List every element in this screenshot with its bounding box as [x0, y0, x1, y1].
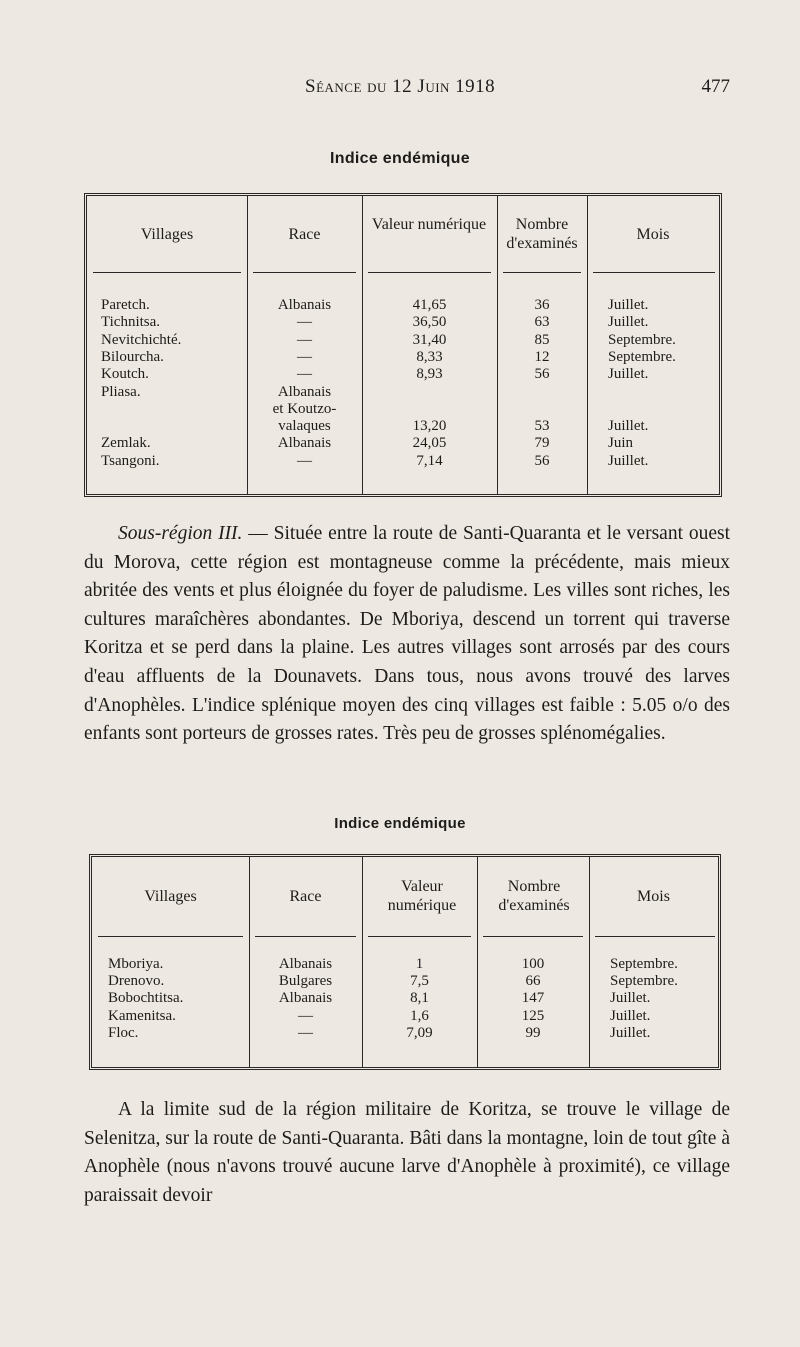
column-header-nombre: Nombre d'examinés — [506, 216, 578, 252]
table-cell-race: — — [297, 452, 312, 469]
table-cell-mois: Juillet. — [608, 452, 649, 469]
table-cell-mois: Juillet. — [608, 366, 649, 383]
header-rule — [593, 272, 715, 273]
table-cell-race: Bulgares — [278, 973, 333, 990]
column-header-nombre: Nombre d'examinés — [498, 878, 570, 914]
table-cell-race: — — [298, 1007, 313, 1024]
header-rule — [93, 272, 241, 273]
column-header-valeur: Valeur numérique — [371, 216, 487, 233]
table-cell-village: Kamenitsa. — [108, 1007, 176, 1024]
paragraph-selenitza — [84, 1096, 730, 1210]
header-rule — [368, 272, 491, 273]
column-header-race: Race — [289, 888, 322, 905]
table-cell-valeur: 1,6 — [410, 1007, 429, 1024]
column-header-mois: Mois — [636, 226, 670, 243]
endemic-index-table-1 — [84, 193, 722, 497]
table-cell-race: — — [297, 348, 312, 365]
table-cell-valeur: 41,65 — [412, 297, 447, 313]
table-cell-valeur: 1 — [415, 956, 424, 972]
endemic-index-table-2 — [89, 854, 721, 1070]
header-rule — [368, 936, 471, 937]
table-cell-mois: Septembre. — [610, 956, 678, 972]
table-cell-valeur: 36,50 — [412, 314, 447, 331]
table-cell-village: Floc. — [108, 1024, 139, 1041]
table-cell-mois: Juillet. — [610, 1007, 651, 1024]
table-cell-village: Zemlak. — [101, 435, 151, 452]
table-cell-nombre: 125 — [521, 1007, 545, 1024]
table-cell-valeur: 8,93 — [416, 366, 443, 383]
header-rule — [595, 936, 715, 937]
table-cell-village: Mboriya. — [108, 956, 164, 972]
page-number: 477 — [701, 76, 730, 97]
table-cell-valeur: 7,09 — [406, 1024, 433, 1041]
table-cell-valeur: 24,05 — [412, 435, 447, 452]
column-header-valeur: Valeur numérique — [387, 878, 457, 914]
table-cell-race: Albanais — [277, 435, 332, 452]
table-cell-mois: Juillet. — [608, 297, 649, 313]
section-lead: Sous-région III. — [118, 523, 243, 544]
table-cell-valeur: 8,1 — [410, 990, 429, 1007]
table-cell-valeur: 31,40 — [412, 331, 447, 348]
table-cell-village: Bobochtitsa. — [108, 990, 184, 1007]
table-cell-mois: Juillet. — [610, 1024, 651, 1041]
table-cell-nombre: 63 — [534, 314, 550, 331]
table-cell-mois: Septembre. — [610, 973, 678, 990]
table-cell-race: valaques — [278, 418, 331, 435]
table-cell-nombre: 66 — [525, 973, 541, 990]
header-rule — [255, 936, 356, 937]
table-cell-nombre: 79 — [534, 435, 550, 452]
column-header-villages: Villages — [140, 226, 194, 243]
table-cell-valeur: 13,20 — [412, 418, 447, 435]
table-cell-nombre: 147 — [521, 990, 545, 1007]
table-cell-race: — — [298, 1024, 313, 1041]
column-header-race: Race — [288, 226, 321, 243]
column-header-mois: Mois — [637, 888, 670, 905]
header-rule — [503, 272, 581, 273]
table-cell-nombre: 85 — [534, 331, 550, 348]
table-cell-village: Bilourcha. — [101, 348, 164, 365]
table-cell-mois: Juillet. — [608, 314, 649, 331]
table-cell-village: Drenovo. — [108, 973, 165, 990]
page-header — [90, 76, 730, 104]
table-cell-mois: Septembre. — [608, 331, 676, 348]
table-cell-nombre: 53 — [534, 418, 550, 435]
table2-title: Indice endémique — [334, 815, 466, 832]
paragraph-text: A la limite sud de la région militaire de Koritza, se trouve le village de Selenitza, sur la route de Santi-Quaranta. Bâti dans la montagne, loin de tout gîte à Anophèle (nous n'avons trouvé aucune larve d'Anophèle à proximité), ce village paraissait devoir — [84, 1099, 730, 1206]
table-cell-valeur: 7,14 — [416, 452, 443, 469]
table-cell-valeur: 7,5 — [410, 973, 429, 990]
table-cell-mois: Juillet. — [610, 990, 651, 1007]
table-cell-nombre: 56 — [534, 366, 550, 383]
table-cell-mois: Septembre. — [608, 348, 676, 365]
running-title: Séance du 12 Juin 1918 — [305, 76, 496, 97]
table-cell-race: Albanais — [277, 383, 332, 400]
paragraph-text: — Située entre la route de Santi-Quaranta et le versant ouest du Morova, cette région est montagneuse comme la précédente, mais mieux abritée des vents et plus éloignée du foyer de paludisme. Les villes sont riches, les cultures maraîchères abondantes. De Mboriya, descend un torrent qui traverse Koritza et se perd dans la plaine. Les autres villages sont arrosés par des cours d'eau affluents de la Dounavets. Dans tous, nous avons trouvé des larves d'Anophèles. L'indice splénique moyen des cinq villages est faible : 5.05 o/o des enfants sont porteurs de grosses rates. Très peu de grosses splénomégalies. — [84, 523, 730, 745]
table-cell-race: Albanais — [278, 990, 333, 1007]
table-cell-mois: Juin — [608, 435, 634, 452]
table-cell-race: — — [297, 366, 312, 383]
table-cell-village: Tichnitsa. — [101, 314, 161, 331]
table-cell-race: Albanais — [277, 297, 332, 313]
table-cell-mois: Juillet. — [608, 418, 649, 435]
table-cell-race: et Koutzo- — [272, 400, 337, 417]
table-cell-village: Paretch. — [101, 297, 150, 313]
table-cell-village: Pliasa. — [101, 383, 141, 400]
table-cell-nombre: 36 — [534, 297, 550, 313]
table-cell-race: — — [297, 314, 312, 331]
table-cell-village: Nevitchichté. — [101, 331, 182, 348]
table-cell-nombre: 12 — [534, 348, 550, 365]
header-rule — [253, 272, 356, 273]
table-cell-village: Koutch. — [101, 366, 149, 383]
table-cell-valeur: 8,33 — [416, 348, 443, 365]
table-cell-nombre: 56 — [534, 452, 550, 469]
table-cell-race: Albanais — [278, 956, 333, 972]
table-cell-nombre: 100 — [521, 956, 545, 972]
table-cell-race: — — [297, 331, 312, 348]
table1-title: Indice endémique — [330, 150, 470, 167]
column-header-villages: Villages — [144, 888, 197, 905]
table-cell-village: Tsangoni. — [101, 452, 160, 469]
paragraph-sous-region-iii — [84, 520, 730, 749]
header-rule — [98, 936, 243, 937]
table-cell-nombre: 99 — [525, 1024, 541, 1041]
header-rule — [483, 936, 583, 937]
